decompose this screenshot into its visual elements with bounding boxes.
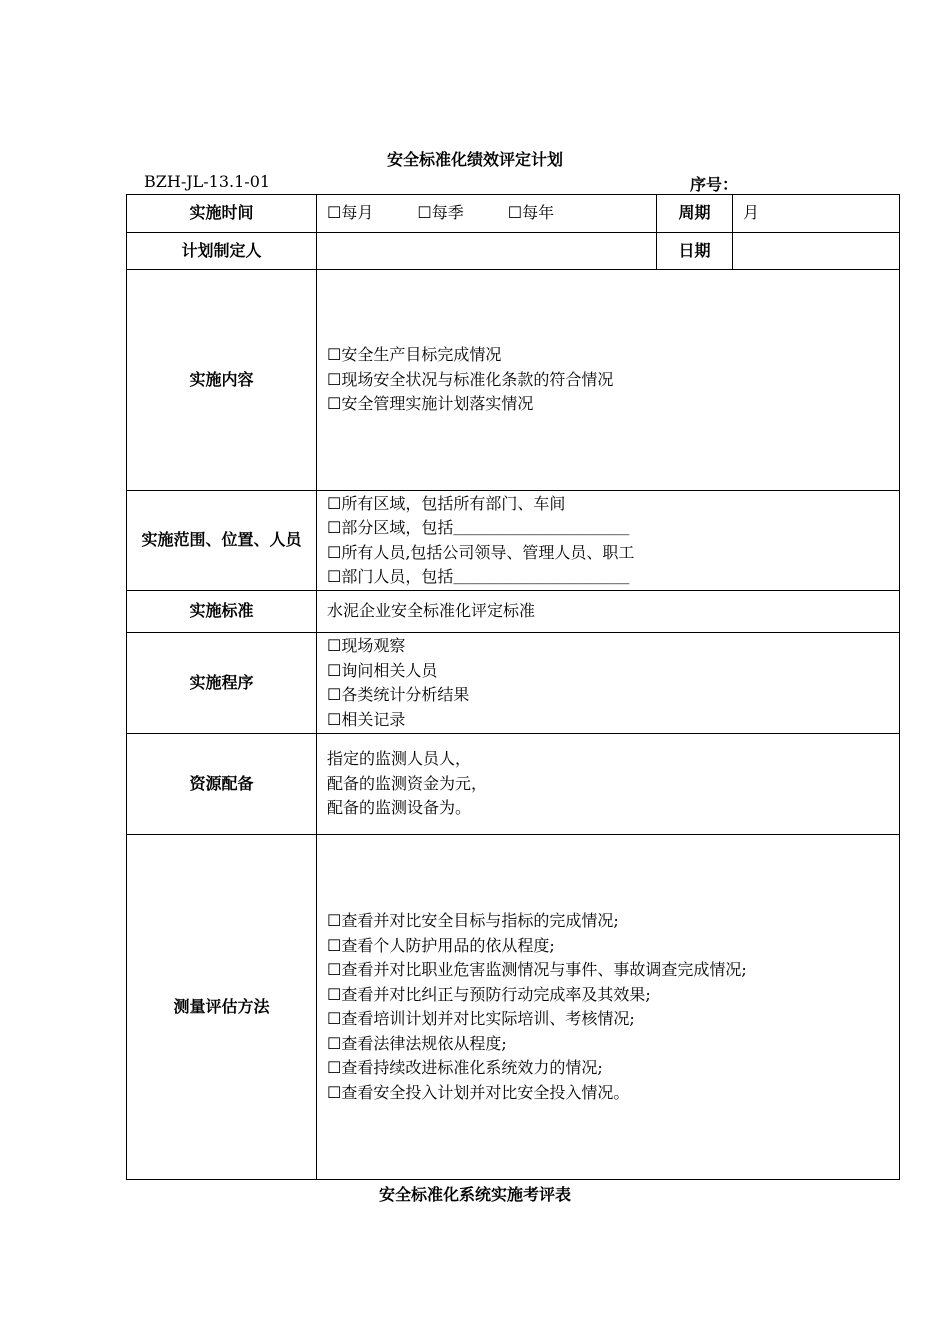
row-planner bbox=[127, 233, 900, 270]
standard-value[interactable]: 水泥企业安全标准化评定标准 bbox=[317, 591, 900, 633]
planner-label: 计划制定人 bbox=[127, 233, 317, 270]
option-yearly[interactable]: ☐每年 bbox=[507, 203, 555, 223]
option-quarterly[interactable]: ☐每季 bbox=[417, 203, 464, 223]
procedure-option[interactable]: ☐询问相关人员 bbox=[327, 660, 438, 680]
procedure-option[interactable]: ☐现场观察 bbox=[327, 636, 406, 655]
serial-number-label: 序号： bbox=[690, 175, 739, 194]
next-section-title: 安全标准化系统实施考评表 bbox=[378, 1185, 571, 1204]
date-label: 日期 bbox=[657, 233, 733, 270]
procedure-options bbox=[317, 633, 900, 734]
frequency-options bbox=[317, 195, 657, 233]
resource-line: 配备的监测资金为元， bbox=[327, 773, 488, 793]
scope-option[interactable]: ☐所有人员,包括公司领导、管理人员、职工 bbox=[327, 542, 635, 562]
scope-option[interactable]: ☐部分区域，包括＿＿＿＿＿＿＿＿＿＿＿ bbox=[327, 518, 630, 537]
procedure-label: 实施程序 bbox=[127, 633, 317, 734]
evaluation-option[interactable]: ☐查看持续改进标准化系统效力的情况; bbox=[327, 1058, 603, 1077]
document-code: BZH-JL-13.1-01 bbox=[144, 172, 271, 191]
row-procedure bbox=[127, 633, 900, 734]
procedure-option[interactable]: ☐各类统计分析结果 bbox=[327, 685, 470, 704]
planner-value[interactable] bbox=[317, 233, 657, 270]
evaluation-option[interactable]: ☐查看并对比纠正与预防行动完成率及其效果; bbox=[327, 984, 651, 1004]
period-value[interactable]: 月 bbox=[733, 195, 900, 233]
plan-form-table bbox=[126, 194, 900, 1180]
content-label: 实施内容 bbox=[127, 270, 317, 491]
resources-label: 资源配备 bbox=[127, 734, 317, 835]
option-monthly[interactable]: ☐每月 bbox=[327, 203, 374, 223]
evaluation-option[interactable]: ☐查看并对比安全目标与指标的完成情况; bbox=[327, 911, 619, 930]
evaluation-option[interactable]: ☐查看法律法规依从程度; bbox=[327, 1033, 507, 1053]
scope-option[interactable]: ☐部门人员，包括＿＿＿＿＿＿＿＿＿＿＿ bbox=[327, 567, 630, 586]
row-standard bbox=[127, 591, 900, 633]
resource-line: 配备的监测设备为。 bbox=[327, 798, 472, 818]
evaluation-option[interactable]: ☐查看培训计划并对比实际培训、考核情况; bbox=[327, 1009, 635, 1028]
standard-label: 实施标准 bbox=[127, 591, 317, 633]
content-options bbox=[317, 270, 900, 491]
procedure-option[interactable]: ☐相关记录 bbox=[327, 709, 406, 729]
content-option[interactable]: ☐安全管理实施计划落实情况 bbox=[327, 394, 534, 414]
document-title: 安全标准化绩效评定计划 bbox=[386, 150, 563, 169]
evaluation-option[interactable]: ☐查看安全投入计划并对比安全投入情况。 bbox=[327, 1082, 630, 1102]
scope-option[interactable]: ☐所有区域，包括所有部门、车间 bbox=[327, 493, 566, 513]
implementation-time-label: 实施时间 bbox=[127, 195, 317, 233]
row-resources bbox=[127, 734, 900, 835]
row-evaluation bbox=[127, 835, 900, 1180]
evaluation-option[interactable]: ☐查看个人防护用品的依从程度; bbox=[327, 935, 555, 955]
row-scope bbox=[127, 491, 900, 591]
date-value[interactable] bbox=[733, 233, 900, 270]
row-implementation-time bbox=[127, 195, 900, 233]
resources-lines bbox=[317, 734, 900, 835]
scope-label: 实施范围、位置、人员 bbox=[127, 491, 317, 591]
evaluation-label: 测量评估方法 bbox=[127, 835, 317, 1180]
content-option[interactable]: ☐安全生产目标完成情况 bbox=[327, 345, 502, 365]
evaluation-options bbox=[317, 835, 900, 1180]
row-content bbox=[127, 270, 900, 491]
scope-options bbox=[317, 491, 900, 591]
evaluation-option[interactable]: ☐查看并对比职业危害监测情况与事件、事故调查完成情况; bbox=[327, 960, 747, 979]
resource-line: 指定的监测人员人， bbox=[327, 749, 472, 769]
period-label: 周期 bbox=[657, 195, 733, 233]
content-option[interactable]: ☐现场安全状况与标准化条款的符合情况 bbox=[327, 369, 614, 389]
